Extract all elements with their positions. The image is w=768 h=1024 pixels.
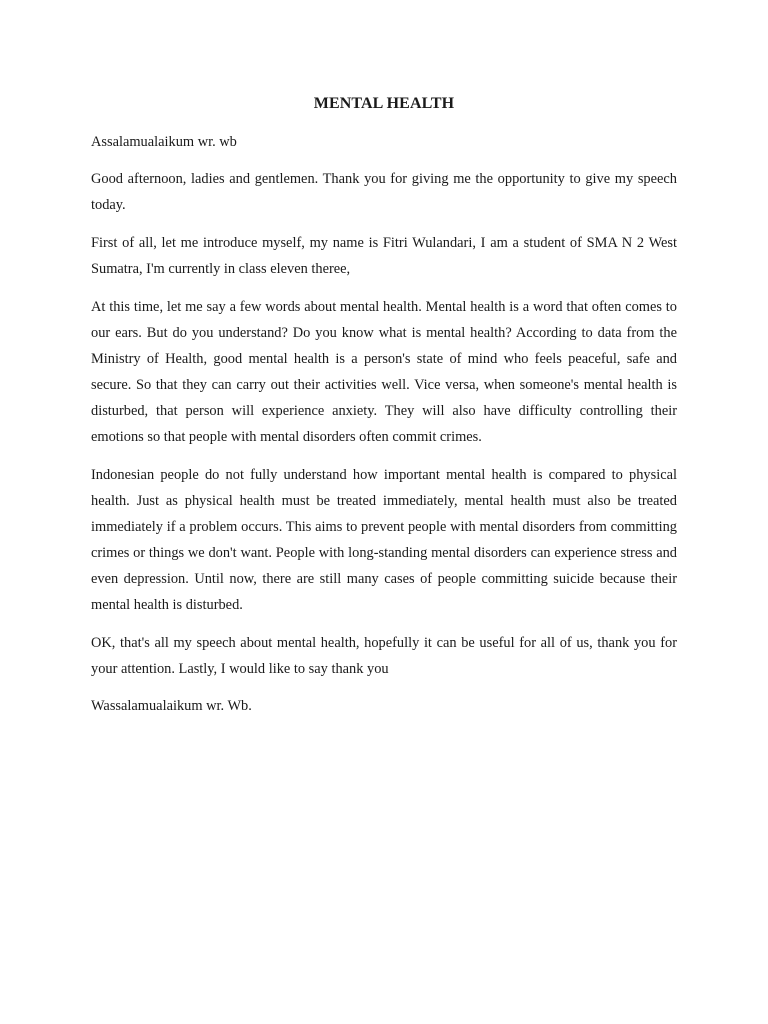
opening-paragraph: Good afternoon, ladies and gentlemen. Thank you for giving me the opportunity to give my speech today. (91, 171, 677, 213)
closing-paragraph: Wassalamualaikum wr. Wb. (91, 698, 252, 714)
greeting-paragraph: Assalamualaikum wr. wb (91, 134, 237, 150)
introduction-paragraph: First of all, let me introduce myself, my name is Fitri Wulandari, I am a student of SMA N 2 West Sumatra, I'm currently in class eleven theree, (91, 235, 677, 277)
document-body (91, 92, 677, 730)
mental-health-definition-paragraph: At this time, let me say a few words about mental health. Mental health is a word that often comes to our ears. But do you understand? Do you know what is mental health? According to data from the Ministry of Health, good mental health is a person's state of mind who feels peaceful, safe and secure. So that they can carry out their activities well. Vice versa, when someone's mental health is disturbed, that person will experience anxiety. They will also have difficulty controlling their emotions so that people with mental disorders often commit crimes. (91, 299, 677, 445)
importance-paragraph: Indonesian people do not fully understand how important mental health is compared to physical health. Just as physical health must be treated immediately, mental health must also be treated immediately if a problem occurs. This aims to prevent people with mental disorders from committing crimes or things we don't want. People with long-standing mental disorders can experience stress and even depression. Until now, there are still many cases of people committing suicide because their mental health is disturbed. (91, 467, 677, 613)
document-title: MENTAL HEALTH (313, 95, 455, 112)
conclusion-paragraph: OK, that's all my speech about mental health, hopefully it can be useful for all of us, thank you for your attention. Lastly, I would like to say thank you (91, 635, 677, 677)
